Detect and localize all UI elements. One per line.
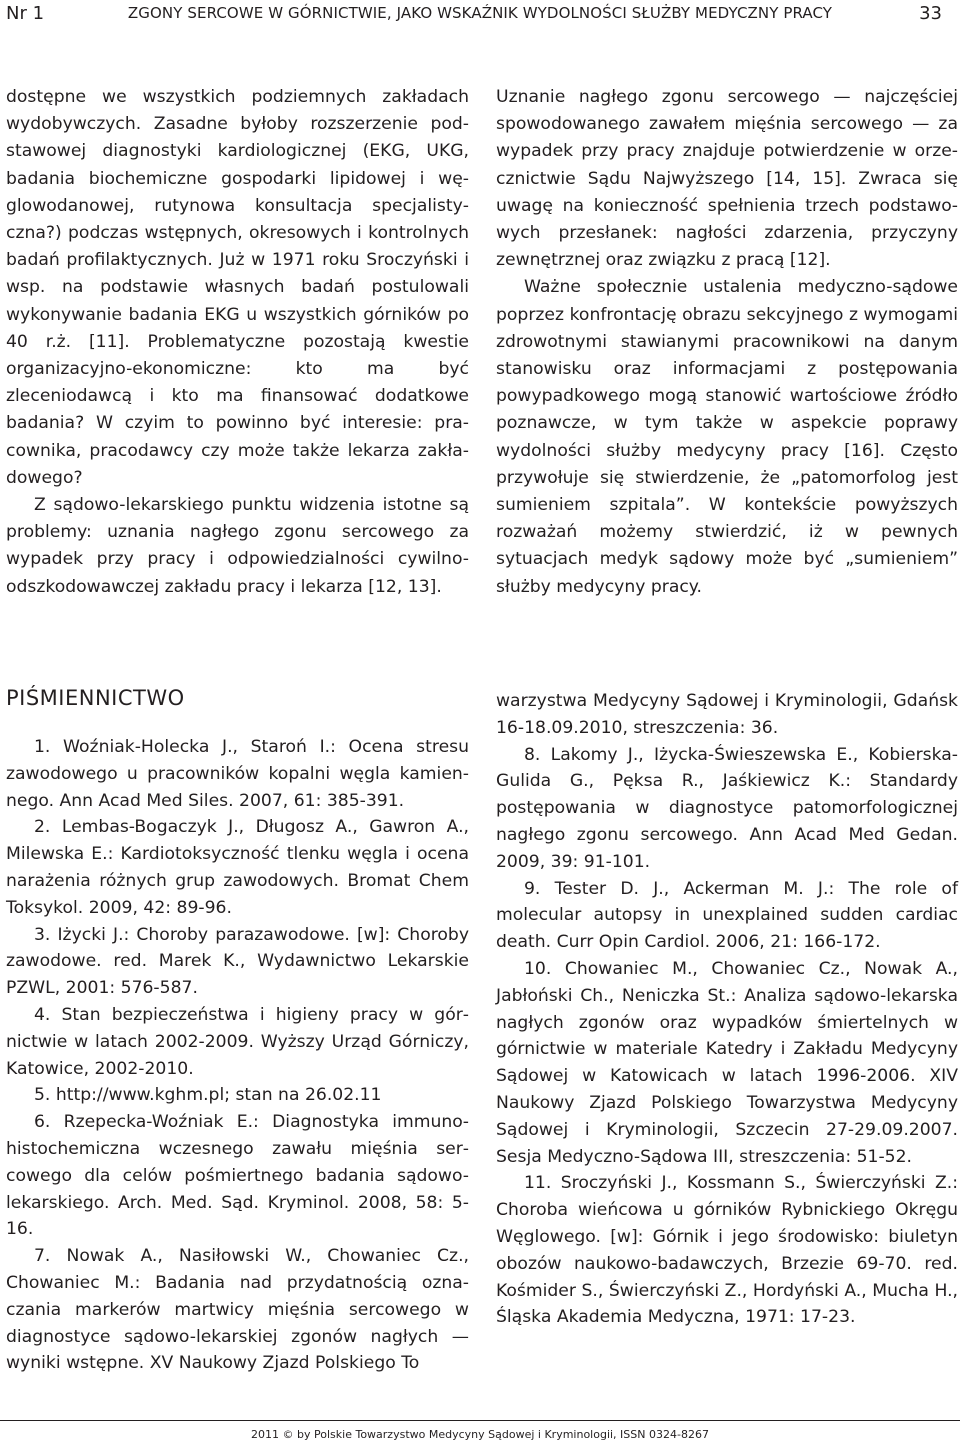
- reference-item: 11. Sroczyński J., Kossmann S., Świerczyński Z.: Choroba wieńcowa u górników Rybnickiego Okręgu Węglowego. [w]: Górnik i jego środowisko: biuletyn obozów naukowo-badawczych, Brzezie 69-70. red. Kośmider S., Świerczyński Z., Hordyński A., Mucha H., Śląska Akademia Medyczna, 1971: 17-23.: [496, 1173, 958, 1328]
- issue-number: Nr 1: [6, 3, 45, 24]
- body-right-column: [496, 84, 958, 601]
- reference-item: 5. http://www.kghm.pl; stan na 26.02.11: [34, 1085, 382, 1106]
- body-paragraph: dostępne we wszystkich podziemnych zakładach wydobywczych. Zasadne byłoby rozszerzenie podstawowej diagnostyki kardiologicznej (EKG, UKG, badania biochemiczne gospodarki lipidowej i węglowodanowej, rutynowa konsultacja specjalistyczna?) podczas wstępnych, okresowych i kontrolnych badań profilaktycznych. Już w 1971 roku Sroczyński i wsp. na podstawie własnych badań postulowali wykonywanie badania EKG u wszystkich górników po 40 r.ż. [11]. Problematyczne pozostają kwestie organizacyjno-ekonomiczne: kto ma być zleceniodawcą i kto ma finansować dodatkowe badania? W czyim to powinno być interesie: pracownika, pracodawcy czy może także lekarza zakładowego?: [6, 87, 469, 488]
- body-paragraph: Ważne społecznie ustalenia medyczno-sądowe poprzez konfrontację obrazu sekcyjnego z wymogami zdrowotnymi stawianymi pracownikowi na danym stanowisku oraz informacjami z postępowania powypadkowego mogą stanowić wartościowe źródło poznawcze, w tym także w aspekcie poprawy wydolności służby medycyny pracy [16]. Często przywołuje się stwierdzenie, że „patomorfolog jest sumieniem szpitala”. W kontekście powyższych rozważań możemy stwierdzić, iż w pewnych sytuacjach medyk sądowy może być „sumieniem” służby medycyny pracy.: [496, 277, 958, 597]
- reference-item: 3. Iżycki J.: Choroby parazawodowe. [w]: Choroby zawodowe. red. Marek K., Wydawnictwo Lekarskie PZWL, 2001: 576-587.: [6, 924, 469, 999]
- references-heading: PIŚMIENNICTWO: [6, 686, 185, 710]
- reference-item: 8. Lakomy J., Iżycka-Świeszewska E., Kobierska-Gulida G., Pęksa R., Jaśkiewicz K.: Standardy postępowania w diagnostyce patomorfologicznej nagłego zgonu sercowego. Ann Acad Med Gedan. 2009, 39: 91-101.: [496, 744, 958, 872]
- running-header: [0, 0, 960, 34]
- body-paragraph: Uznanie nagłego zgonu sercowego — najczęściej spowodowanego zawałem mięśnia sercowego — za wypadek przy pracy znajduje potwierdzenie w orzecznictwie Sądu Najwyższego [14, 15]. Zwraca się uwagę na konieczność spełnienia trzech podstawowych przesłanek: nagłości zdarzenia, przyczyny zewnętrznej oraz związku z pracą [12].: [496, 87, 958, 271]
- reference-item: 7. Nowak A., Nasiłowski W., Chowaniec Cz., Chowaniec M.: Badania nad przydatnością oznaczania markerów martwicy mięśnia sercowego w diagnostyce sądowo-lekarskiej zgonów nagłych — wyniki wstępne. XV Naukowy Zjazd Polskiego To: [6, 1246, 469, 1374]
- body-paragraph: Z sądowo-lekarskiego punktu widzenia istotne są problemy: uznania nagłego zgonu sercowego za wypadek przy pracy i odpowiedzialności cywilno-odszkodowawczej zakładu pracy i lekarza [12, 13].: [6, 495, 469, 597]
- reference-item: 1. Woźniak-Holecka J., Staroń I.: Ocena stresu zawodowego u pracowników kopalni węgla kamiennego. Ann Acad Med Siles. 2007, 61: 385-391.: [6, 737, 469, 811]
- running-title: ZGONY SERCOWE W GÓRNICTWIE, JAKO WSKAŹNIK WYDOLNOŚCI SŁUŻBY MEDYCZNY PRACY: [127, 4, 833, 22]
- reference-item: 2. Lembas-Bogaczyk J., Długosz A., Gawron A., Milewska E.: Kardiotoksyczność tlenku węgla i ocena narażenia różnych grup zawodowych. Bromat Chem Toksykol. 2009, 42: 89-96.: [6, 817, 469, 918]
- reference-item: 4. Stan bezpieczeństwa i higieny pracy w górnictwie w latach 2002-2009. Wyższy Urząd Górniczy, Katowice, 2002-2010.: [6, 1004, 469, 1079]
- footer-rule: [0, 1420, 960, 1421]
- page-number: 33: [919, 3, 942, 24]
- copyright-footer: 2011 © by Polskie Towarzystwo Medycyny Sądowej i Kryminologii, ISSN 0324-8267: [251, 1428, 709, 1441]
- reference-item: 10. Chowaniec M., Chowaniec Cz., Nowak A., Jabłoński Ch., Neniczka St.: Analiza sądowo-lekarska nagłych zgonów oraz wypadków śmiertelnych w górnictwie w materiale Katedry i Zakładu Medycyny Sądowej w Katowicach w latach 1996-2006. XIV Naukowy Zjazd Polskiego Towarzystwa Medycyny Sądowej i Kryminologii, Szczecin 27-29.09.2007. Sesja Medyczno-Sądowa III, streszczenia: 51-52.: [496, 958, 958, 1167]
- reference-continuation: warzystwa Medycyny Sądowej i Kryminologii, Gdańsk 16-18.09.2010, streszczenia: 36.: [496, 691, 958, 738]
- body-left-column: [6, 84, 469, 601]
- reference-item: 9. Tester D. J., Ackerman M. J.: The role of molecular autopsy in unexplained sudden cardiac death. Curr Opin Cardiol. 2006, 21: 166-172.: [496, 878, 958, 953]
- references-right-column: [496, 688, 958, 1331]
- reference-item: 6. Rzepecka-Woźniak E.: Diagnostyka immunohistochemiczna wczesnego zawału mięśnia sercowego dla celów pośmiertnego badania sądowo-lekarskiego. Arch. Med. Sąd. Kryminol. 2008, 58: 5-16.: [6, 1112, 469, 1240]
- references-left-column: [6, 734, 469, 1377]
